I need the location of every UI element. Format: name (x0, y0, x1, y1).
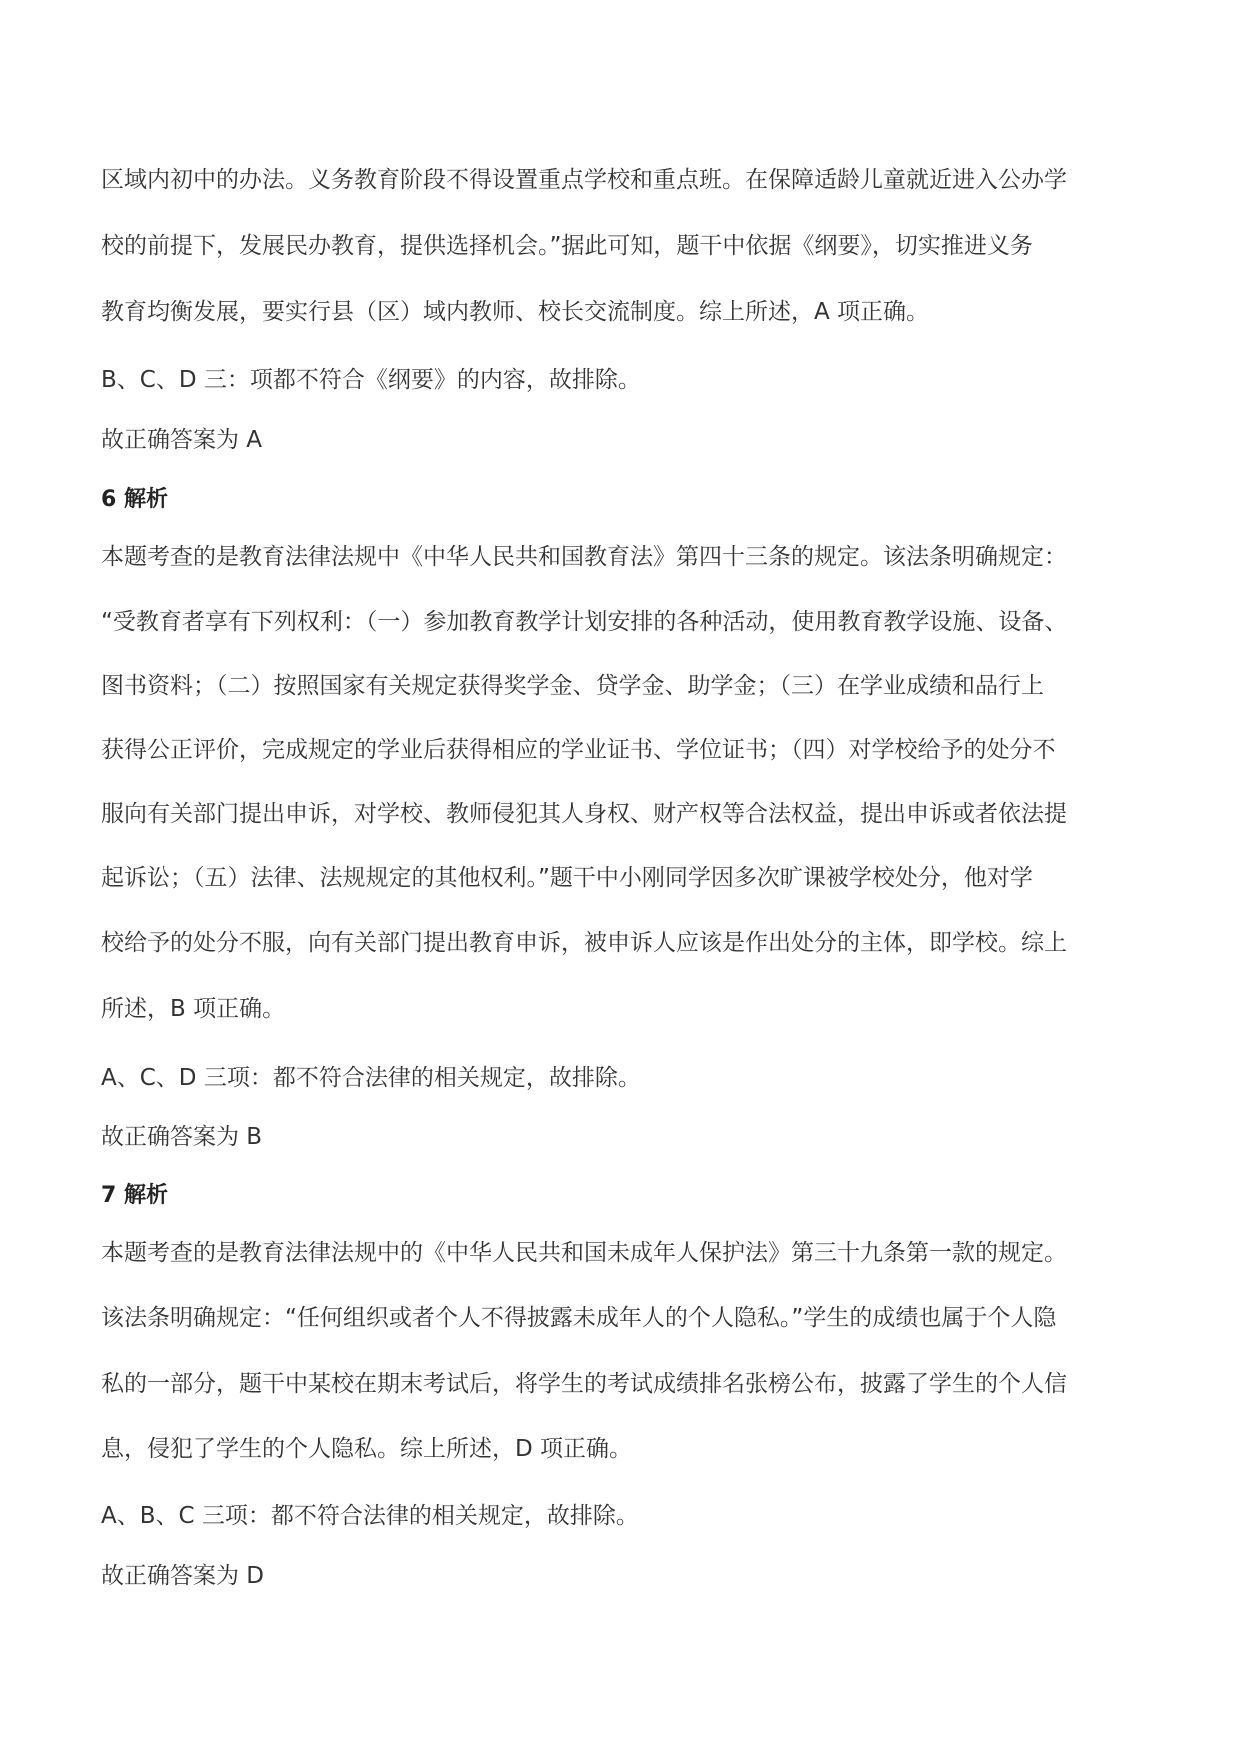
paragraph-line: “受教育者享有下列权利：（一）参加教育教学计划安排的各种活动，使用教育教学设施、设备、 (101, 609, 1068, 635)
section-heading-q6: 6 解析 (101, 487, 168, 512)
paragraph-line: 服向有关部门提出申诉，对学校、教师侵犯其人身权、财产权等合法权益，提出申诉或者依法提 (101, 801, 1067, 827)
paragraph-line: 本题考查的是教育法律法规中的《中华人民共和国未成年人保护法》第三十九条第一款的规定。 (101, 1240, 1067, 1266)
paragraph-line: 所述，B 项正确。 (101, 996, 286, 1022)
paragraph-line: 图书资料；（二）按照国家有关规定获得奖学金、贷学金、助学金；（三）在学业成绩和品行上 (101, 673, 1044, 699)
paragraph-line: 区域内初中的办法。义务教育阶段不得设置重点学校和重点班。在保障适龄儿童就近进入公办学 (101, 167, 1067, 193)
exclusion-text: A、C、D 三项：都不符合法律的相关规定，故排除。 (101, 1065, 641, 1091)
answer-text: 故正确答案为 D (101, 1563, 265, 1589)
paragraph-line: 教育均衡发展，要实行县（区）域内教师、校长交流制度。综上所述，A 项正确。 (101, 299, 930, 325)
paragraph-line: 该法条明确规定：“任何组织或者个人不得披露未成年人的个人隐私。”学生的成绩也属于个人隐 (101, 1305, 1057, 1331)
paragraph-line: 获得公正评价，完成规定的学业后获得相应的学业证书、学位证书；（四）对学校给予的处分不 (101, 737, 1056, 763)
paragraph-line: 校的前提下，发展民办教育，提供选择机会。”据此可知，题干中依据《纲要》，切实推进义务 (101, 233, 1033, 259)
paragraph-line: 起诉讼；（五）法律、法规规定的其他权利。”题干中小刚同学因多次旷课被学校处分，他对学 (101, 865, 1033, 891)
exclusion-text: A、B、C 三项：都不符合法律的相关规定，故排除。 (101, 1503, 639, 1529)
paragraph-line: 本题考查的是教育法律法规中《中华人民共和国教育法》第四十三条的规定。该法条明确规定： (101, 544, 1067, 570)
answer-text: 故正确答案为 B (101, 1124, 263, 1150)
paragraph-line: 息，侵犯了学生的个人隐私。综上所述，D 项正确。 (101, 1436, 633, 1462)
exclusion-text: B、C、D 三：项都不符合《纲要》的内容，故排除。 (101, 367, 641, 393)
answer-text: 故正确答案为 A (101, 427, 263, 453)
paragraph-line: 校给予的处分不服，向有关部门提出教育申诉，被申诉人应该是作出处分的主体，即学校。综上 (101, 930, 1067, 956)
paragraph-line: 私的一部分，题干中某校在期末考试后，将学生的考试成绩排名张榜公布，披露了学生的个人信 (101, 1371, 1067, 1397)
section-heading-q7: 7 解析 (101, 1183, 168, 1208)
